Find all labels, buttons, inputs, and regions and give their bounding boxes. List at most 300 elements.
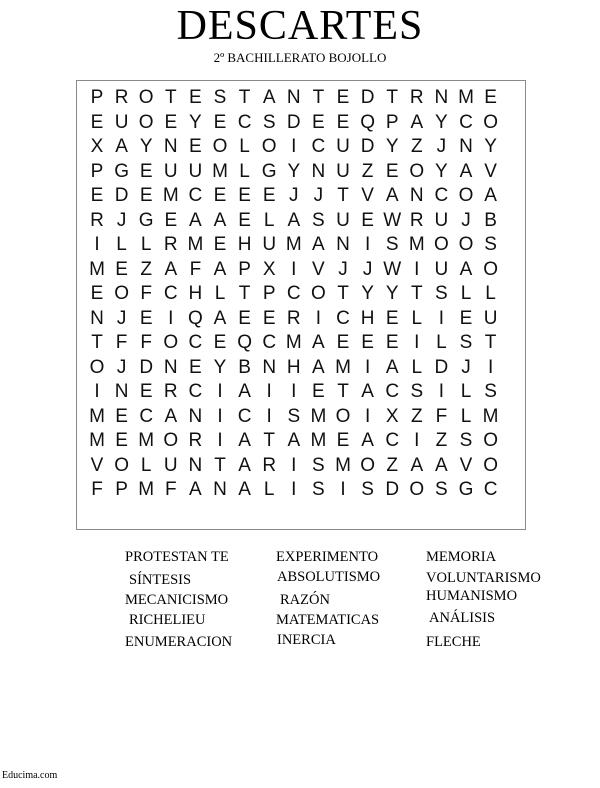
word-item: PROTESTAN TE [125,549,229,565]
grid-letter: L [263,479,275,500]
grid-letter: U [114,111,129,133]
grid-letter: Z [410,136,423,157]
grid-letter: F [189,258,202,280]
grid-letter: E [238,307,251,329]
grid-letter: R [163,234,178,255]
grid-letter: M [335,356,351,378]
grid-letter: T [263,430,275,451]
grid-letter: Y [139,136,153,157]
grid-letter: T [410,283,423,304]
grid-letter: P [238,258,251,280]
grid-letter: R [188,430,203,451]
grid-row [85,209,517,234]
grid-letter: O [458,234,474,255]
grid-letter: N [188,405,203,427]
grid-letter: E [312,111,325,133]
grid-letter: Q [237,332,252,353]
grid-letter: A [385,185,399,206]
grid-letter: O [335,405,351,427]
grid-letter: E [164,111,178,133]
grid-letter: A [238,479,251,500]
grid-letter: N [90,307,104,329]
grid-letter: V [484,160,497,182]
grid-letter: U [163,160,178,182]
grid-letter: C [163,283,178,304]
grid-letter: A [312,356,325,378]
page-title: DESCARTES [176,3,424,49]
grid-letter: I [315,307,322,329]
grid-row [85,282,517,307]
grid-letter: A [238,454,251,476]
grid-letter: N [409,185,424,206]
grid-letter: E [238,209,251,231]
grid-letter: W [383,209,402,231]
grid-letter: A [213,307,227,329]
grid-letter: I [291,381,297,402]
grid-letter: M [162,185,179,206]
word-item: EXPERIMENTO [276,549,379,565]
grid-letter: D [360,87,375,108]
grid-letter: Y [189,111,202,133]
grid-letter: D [139,356,154,378]
grid-letter: I [438,307,445,329]
grid-letter: O [311,283,326,304]
grid-letter: L [239,160,250,182]
word-item: HUMANISMO [426,588,518,604]
grid-letter: I [414,430,420,451]
grid-letter: I [168,307,174,329]
grid-row [85,233,517,258]
grid-letter: E [164,209,178,231]
grid-letter: M [310,405,327,427]
grid-letter: L [116,234,127,255]
grid-letter: T [238,283,251,304]
grid-letter: O [360,454,375,476]
grid-letter: D [360,136,375,157]
grid-letter: M [89,405,105,427]
grid-letter: I [364,405,371,427]
grid-letter: I [217,405,223,427]
grid-row [85,258,517,283]
grid-letter: F [140,332,152,353]
word-item: INERCIA [277,632,336,648]
grid-letter: E [336,111,350,133]
grid-letter: C [459,111,473,133]
grid-letter: A [262,87,276,108]
grid-letter: M [89,430,105,451]
grid-letter: Y [287,160,301,182]
grid-letter: E [312,381,325,402]
grid-letter: O [261,136,277,157]
grid-letter: S [410,381,424,402]
grid-letter: S [287,405,301,427]
grid-letter: N [188,454,203,476]
grid-letter: O [458,185,474,206]
grid-letter: L [485,283,496,304]
grid-letter: Y [213,356,227,378]
grid-letter: I [94,381,100,402]
grid-letter: B [484,209,497,231]
grid-letter: O [409,160,425,182]
grid-letter: C [286,283,301,304]
grid-letter: S [459,430,473,451]
grid-letter: E [189,136,202,157]
grid-letter: C [336,307,350,329]
grid-letter: X [385,405,399,427]
grid-letter: I [414,332,420,353]
grid-letter: O [409,479,425,500]
grid-letter: B [238,356,251,378]
grid-letter: O [138,87,154,108]
grid-letter: L [436,332,447,353]
grid-letter: R [409,209,424,231]
grid-letter: D [114,185,129,206]
grid-letter: O [114,283,129,304]
grid-letter: A [238,430,251,451]
grid-letter: E [90,283,104,304]
word-item: MEMORIA [426,549,497,565]
grid-letter: A [459,258,473,280]
grid-letter: U [336,209,350,231]
grid-letter: F [115,332,128,353]
grid-letter: J [116,356,127,378]
grid-letter: Z [410,405,423,427]
grid-letter: E [213,185,227,206]
grid-letter: A [115,136,128,157]
grid-letter: U [336,160,350,182]
grid-letter: G [458,479,474,500]
grid-letter: U [163,454,178,476]
grid-letter: N [434,87,449,108]
grid-letter: M [285,332,302,353]
grid-letter: I [487,356,494,378]
grid-letter: A [459,160,473,182]
grid-letter: L [214,283,226,304]
grid-letter: J [116,307,127,329]
grid-letter: E [139,307,153,329]
grid-letter: E [139,381,153,402]
grid-letter: X [262,258,276,280]
grid-letter: J [289,185,299,206]
grid-letter: I [291,454,297,476]
grid-letter: Z [140,258,152,280]
grid-letter: O [212,136,228,157]
grid-letter: E [385,332,399,353]
grid-letter: H [237,234,252,255]
grid-letter: O [89,356,105,378]
grid-letter: N [311,160,326,182]
grid-letter: E [361,332,374,353]
grid-letter: U [188,160,203,182]
grid-letter: E [115,405,128,427]
grid-letter: M [482,405,499,427]
grid-letter: C [385,381,400,402]
grid-letter: E [262,185,276,206]
grid-letter: S [484,234,497,255]
grid-letter: Y [361,283,374,304]
grid-letter: I [266,405,272,427]
grid-letter: C [262,332,277,353]
grid-letter: T [484,332,497,353]
grid-letter: Q [188,307,203,329]
grid-letter: M [138,430,155,451]
grid-letter: P [262,283,276,304]
grid-letter: E [90,185,104,206]
grid-letter: H [360,307,375,329]
grid-letter: A [287,209,301,231]
grid-letter: N [262,356,277,378]
grid-letter: A [410,111,424,133]
grid-letter: D [434,356,449,378]
grid-letter: V [90,454,104,476]
grid-letter: P [115,479,128,500]
grid-letter: J [461,209,471,231]
grid-letter: I [438,381,445,402]
word-item: MECANICISMO [125,592,229,608]
grid-letter: I [364,356,371,378]
grid-letter: C [188,381,203,402]
grid-letter: C [434,185,449,206]
grid-letter: E [139,160,153,182]
grid-letter: J [461,356,471,378]
grid-row [85,454,517,479]
grid-letter: G [261,160,277,182]
grid-letter: S [435,479,448,500]
grid-letter: N [286,87,301,108]
grid-letter: E [385,160,399,182]
grid-letter: C [483,479,498,500]
grid-letter: A [189,209,202,231]
grid-letter: D [286,111,301,133]
grid-letter: R [114,87,129,108]
grid-letter: A [361,381,374,402]
grid-row [85,160,517,185]
page-subtitle: 2º BACHILLERATO BOJOLLO [213,50,387,65]
grid-letter: E [459,307,473,329]
grid-letter: A [213,209,227,231]
grid-letter: A [385,356,399,378]
grid-letter: O [114,454,129,476]
grid-row [85,135,517,160]
word-item: VOLUNTARISMO [426,570,541,586]
grid-letter: O [483,430,498,451]
grid-letter: E [213,332,227,353]
grid-letter: V [312,258,325,280]
grid-letter: W [383,258,402,280]
grid-letter: Z [386,454,398,476]
grid-letter: C [385,430,400,451]
grid-letter: N [163,356,178,378]
grid-letter: E [238,185,251,206]
grid-letter: R [262,454,277,476]
word-item: ENUMERACION [125,634,233,650]
grid-letter: L [239,136,250,157]
grid-letter: S [385,234,399,255]
word-item: SÍNTESIS [129,572,192,588]
grid-letter: H [188,283,203,304]
grid-letter: N [213,479,227,500]
grid-letter: U [434,209,449,231]
grid-letter: E [189,356,202,378]
grid-letter: A [410,454,424,476]
word-item: MATEMATICAS [276,612,380,628]
grid-letter: E [90,111,104,133]
grid-row [85,380,517,405]
grid-letter: L [411,356,423,378]
word-item: RICHELIEU [129,612,206,628]
grid-letter: A [361,430,374,451]
grid-letter: O [483,258,498,280]
grid-letter: T [214,454,226,476]
grid-letter: N [336,234,350,255]
grid-letter: O [434,234,449,255]
grid-letter: T [91,332,103,353]
grid-letter: E [213,111,227,133]
grid-letter: Y [385,136,399,157]
grid-letter: I [291,136,297,157]
grid-letter: L [140,454,152,476]
grid-letter: E [484,87,497,108]
grid-letter: E [336,332,350,353]
grid-letter: O [483,454,498,476]
grid-letter: Z [361,160,374,182]
grid-letter: S [361,479,374,500]
word-item: RAZÓN [280,592,330,608]
grid-letter: R [163,381,178,402]
grid-letter: L [140,234,152,255]
grid-letter: L [460,405,472,427]
grid-letter: A [213,258,227,280]
grid-letter: A [435,454,448,476]
grid-letter: N [163,136,178,157]
grid-letter: T [312,87,325,108]
grid-row [85,405,517,430]
grid-letter: T [337,283,349,304]
grid-letter: Y [385,283,399,304]
grid-row [85,429,517,454]
grid-letter: T [164,87,177,108]
grid-row [85,184,517,209]
grid-letter: L [460,381,472,402]
grid-letter: A [484,185,497,206]
grid-letter: E [189,87,202,108]
grid-letter: G [138,209,154,231]
grid-letter: S [459,332,473,353]
grid-letter: V [361,185,374,206]
grid-letter: S [435,283,448,304]
grid-letter: Y [435,160,448,182]
grid-letter: A [164,258,178,280]
grid-letter: O [163,430,179,451]
grid-letter: T [386,87,398,108]
grid-letter: C [188,332,203,353]
grid-letter: V [459,454,473,476]
grid-letter: T [238,87,251,108]
grid-letter: E [213,234,227,255]
grid-letter: I [291,258,297,280]
grid-letter: A [189,479,202,500]
grid-letter: R [90,209,104,231]
grid-letter: I [266,381,272,402]
grid-letter: A [312,234,325,255]
grid-letter: J [338,258,348,280]
grid-letter: J [362,258,373,280]
grid-letter: R [286,307,301,329]
grid-letter: M [310,430,327,451]
grid-letter: I [414,258,420,280]
grid-row [85,86,517,111]
grid-letter: L [411,307,423,329]
grid-letter: C [237,111,252,133]
footer-credit: Educima.com [2,770,58,781]
grid-letter: J [313,185,324,206]
grid-letter: Y [484,136,497,157]
grid-letter: S [312,454,325,476]
grid-letter: L [263,209,275,231]
grid-letter: E [262,307,276,329]
grid-letter: I [217,430,223,451]
grid-row [85,356,517,381]
grid-letter: M [458,87,474,108]
grid-letter: C [311,136,326,157]
grid-letter: I [291,479,297,500]
grid-letter: Y [435,111,448,133]
grid-letter: M [408,234,425,255]
grid-row [85,111,517,136]
grid-letter: J [436,136,447,157]
grid-letter: F [91,479,103,500]
grid-letter: N [459,136,473,157]
grid-letter: Z [435,430,448,451]
grid-letter: Q [360,111,375,133]
grid-letter: P [90,87,104,108]
grid-letter: H [286,356,301,378]
grid-letter: S [484,381,497,402]
grid-letter: I [217,381,223,402]
grid-letter: L [460,283,472,304]
grid-letter: A [238,381,251,402]
grid-letter: P [385,111,399,133]
word-search-grid [76,80,526,530]
grid-letter: C [237,405,252,427]
grid-letter: O [138,111,154,133]
grid-letter: C [188,185,203,206]
grid-letter: U [483,307,498,329]
grid-letter: P [90,160,104,182]
grid-letter: M [89,258,105,280]
grid-letter: A [312,332,325,353]
word-item: ANÁLISIS [429,610,496,626]
grid-letter: G [114,160,129,182]
grid-letter: I [94,234,100,255]
grid-letter: M [187,234,204,255]
grid-letter: R [409,87,424,108]
grid-letter: E [115,258,128,280]
grid-letter: M [335,454,351,476]
grid-letter: N [114,381,129,402]
grid-letter: C [139,405,154,427]
grid-letter: S [262,111,276,133]
grid-letter: S [312,479,325,500]
word-item: FLECHE [426,634,481,650]
grid-letter: I [340,479,346,500]
grid-letter: J [116,209,127,231]
grid-letter: F [435,405,448,427]
grid-letter: S [213,87,227,108]
grid-letter: M [138,479,155,500]
grid-letter: U [262,234,277,255]
grid-letter: M [285,234,302,255]
